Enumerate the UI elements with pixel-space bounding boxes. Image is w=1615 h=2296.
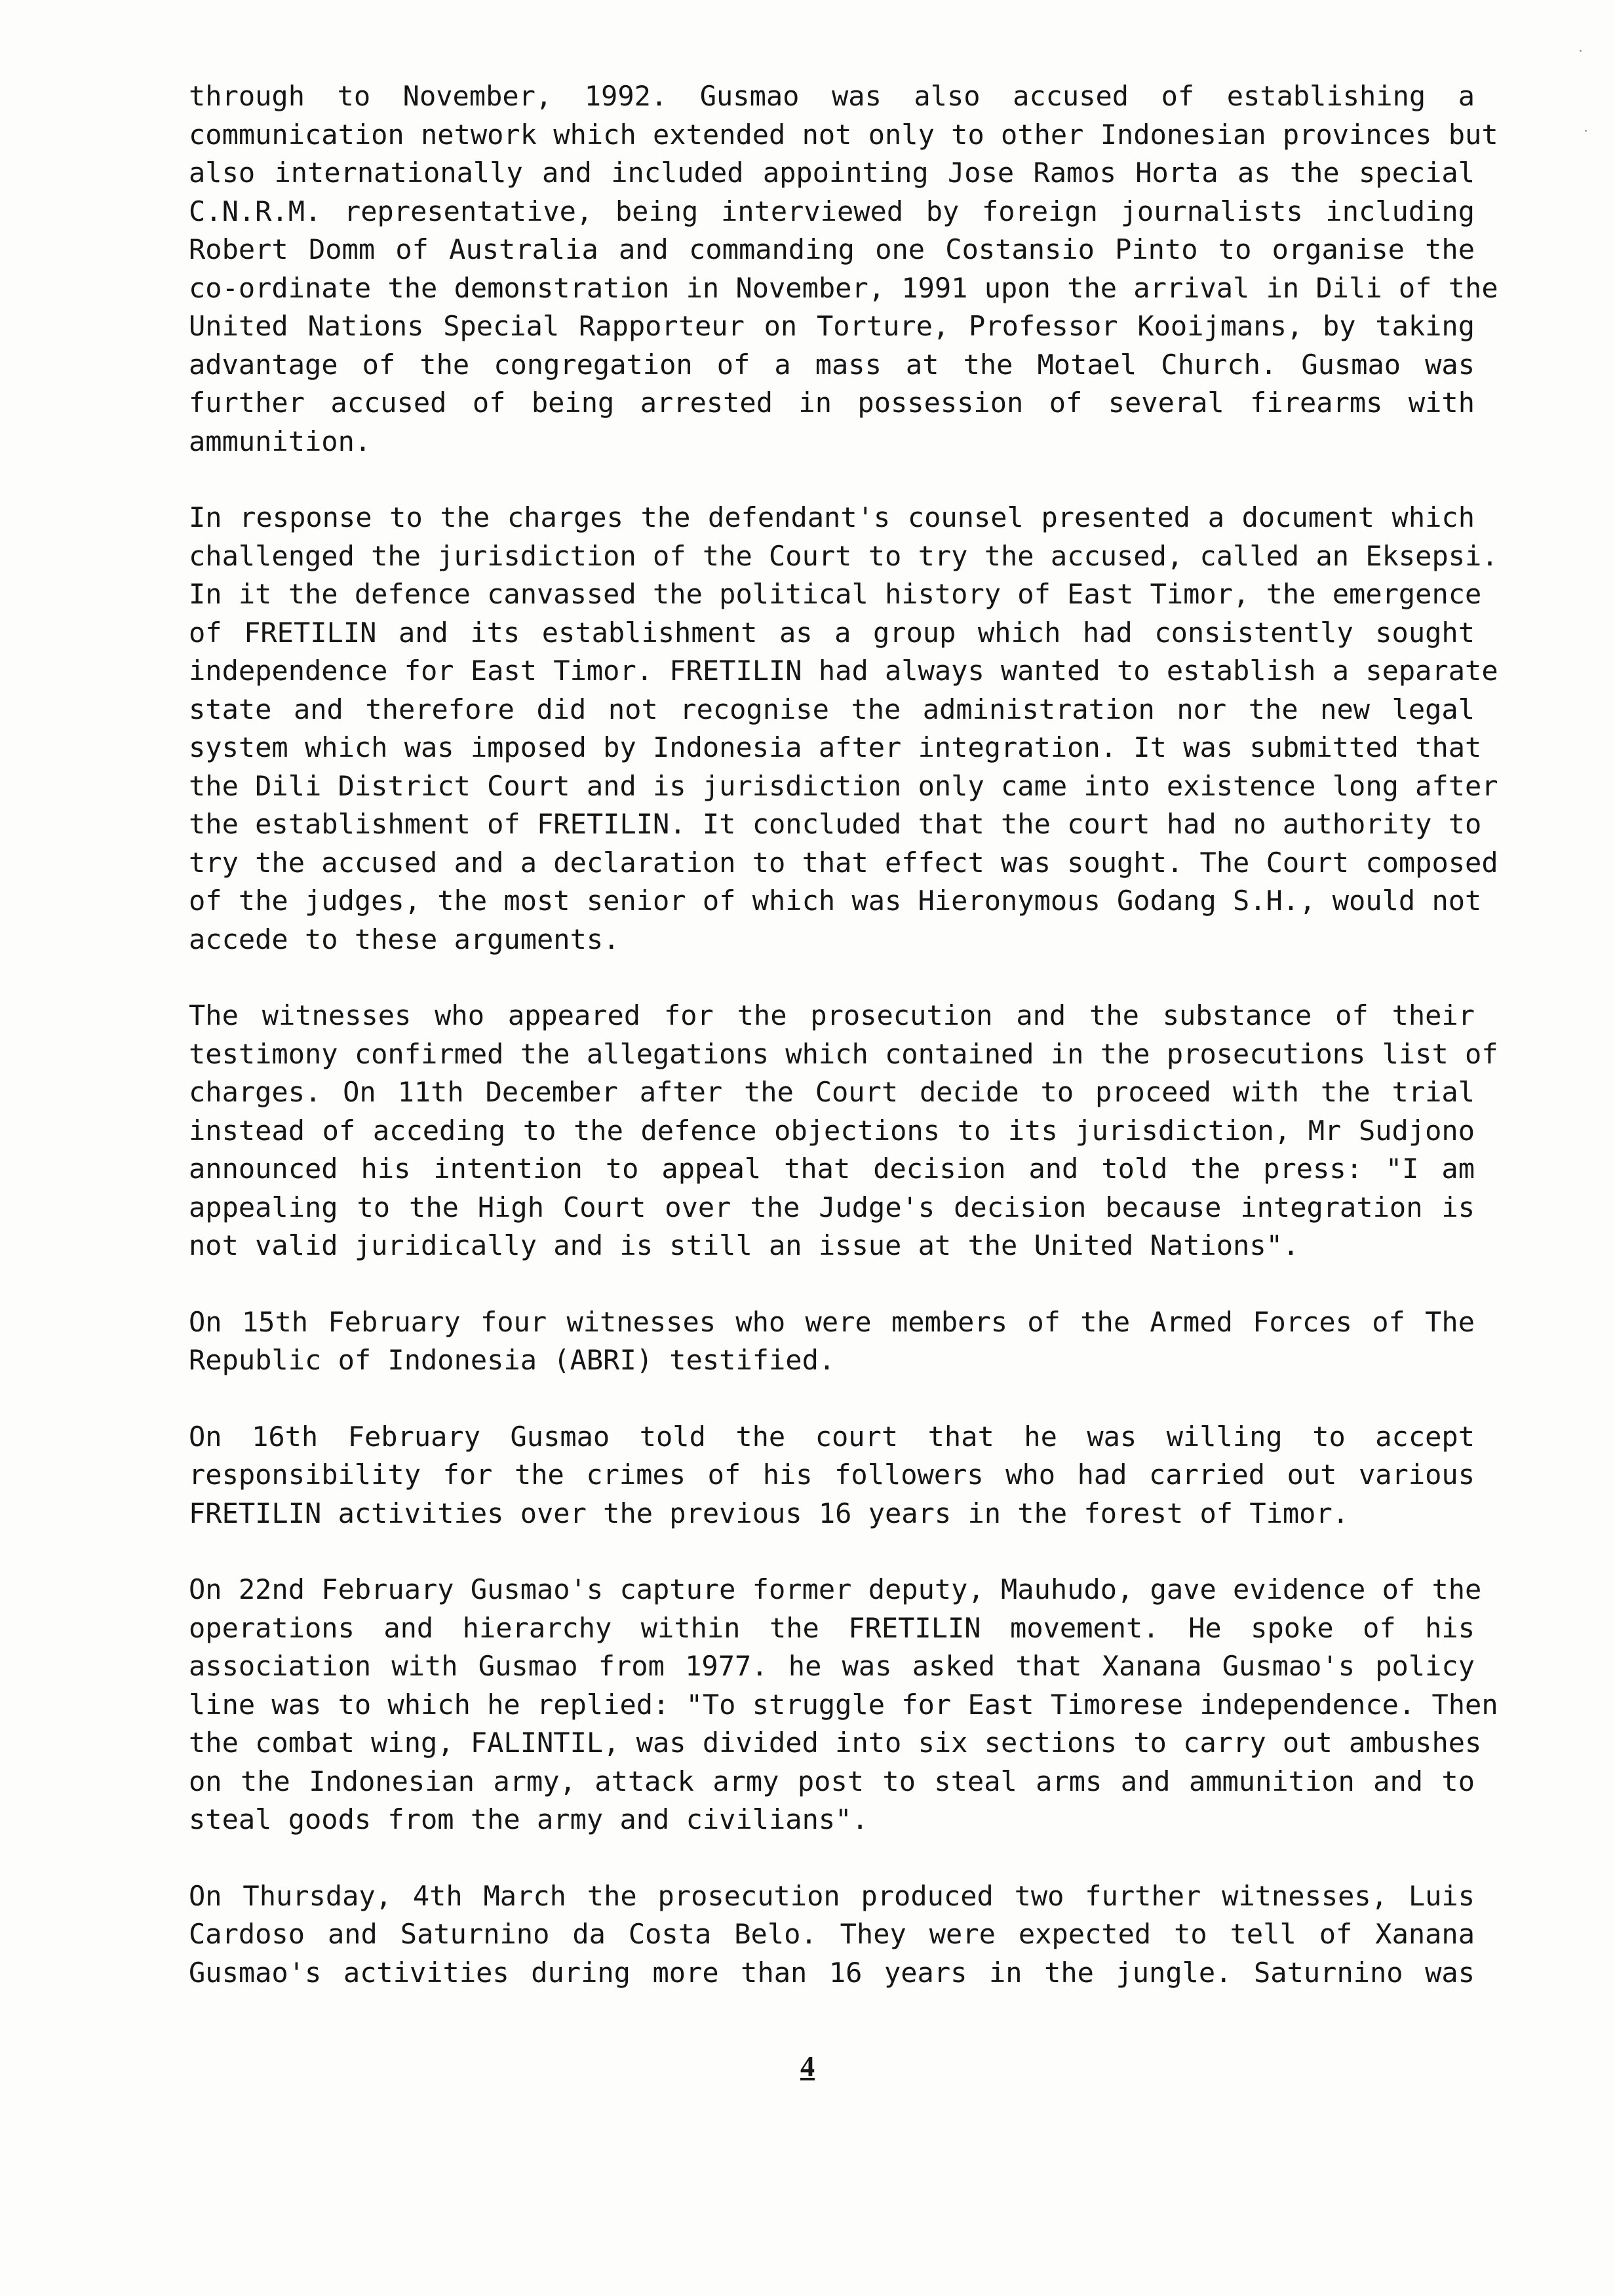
- text-line: Robert Domm of Australia and commanding one Costansio Pinto to organise the: [189, 233, 1475, 265]
- paragraph: [189, 1418, 1475, 1533]
- text-line: Gusmao's activities during more than 16 years in the jungle. Saturnino was: [189, 1956, 1475, 1989]
- text-line: In response to the charges the defendant's counsel presented a document which: [189, 501, 1475, 533]
- paragraph: [189, 1877, 1475, 1993]
- text-line: announced his intention to appeal that decision and told the press: "I am: [189, 1153, 1475, 1185]
- text-line: steal goods from the army and civilians".: [189, 1803, 868, 1835]
- scan-speck: [1580, 50, 1582, 52]
- text-line: advantage of the congregation of a mass at the Motael Church. Gusmao was: [189, 348, 1475, 381]
- body-text: [189, 77, 1498, 2030]
- text-line: On 15th February four witnesses who were members of the Armed Forces of The: [189, 1305, 1475, 1338]
- text-line: On 16th February Gusmao told the court that he was willing to accept: [189, 1420, 1475, 1453]
- text-line: Cardoso and Saturnino da Costa Belo. They were expected to tell of Xanana: [189, 1918, 1475, 1950]
- paragraph: [189, 1303, 1475, 1380]
- text-line: On 22nd February Gusmao's capture former deputy, Mauhudo, gave evidence of the: [189, 1573, 1482, 1605]
- text-line: through to November, 1992. Gusmao was also accused of establishing a: [189, 80, 1475, 112]
- text-line: on the Indonesian army, attack army post to steal arms and ammunition and to: [189, 1765, 1475, 1797]
- text-line: the Dili District Court and is jurisdiction only came into existence long after: [189, 769, 1498, 802]
- text-line: line was to which he replied: "To struggle for East Timorese independence. Then: [189, 1688, 1498, 1721]
- text-line: Republic of Indonesia (ABRI) testified.: [189, 1344, 836, 1376]
- text-line: system which was imposed by Indonesia after integration. It was submitted that: [189, 731, 1482, 763]
- page-number: 4: [800, 2050, 815, 2082]
- paragraph: [189, 499, 1498, 959]
- text-line: United Nations Special Rapporteur on Torture, Professor Kooijmans, by taking: [189, 310, 1475, 342]
- text-line: communication network which extended not only to other Indonesian provinces but: [189, 118, 1498, 151]
- text-line: instead of acceding to the defence objections to its jurisdiction, Mr Sudjono: [189, 1114, 1475, 1147]
- text-line: further accused of being arrested in possession of several firearms with: [189, 387, 1475, 419]
- text-line: challenged the jurisdiction of the Court to try the accused, called an Eksepsi.: [189, 539, 1498, 572]
- text-line: of FRETILIN and its establishment as a group which had consistently sought: [189, 616, 1475, 649]
- text-line: C.N.R.M. representative, being interviewed by foreign journalists including: [189, 195, 1475, 227]
- paragraph: [189, 1571, 1498, 1839]
- text-line: FRETILIN activities over the previous 16 years in the forest of Timor.: [189, 1497, 1350, 1529]
- text-line: not valid juridically and is still an issue at the United Nations".: [189, 1229, 1300, 1261]
- text-line: operations and hierarchy within the FRETILIN movement. He spoke of his: [189, 1611, 1475, 1644]
- text-line: association with Gusmao from 1977. he was asked that Xanana Gusmao's policy: [189, 1650, 1475, 1682]
- text-line: the establishment of FRETILIN. It concluded that the court had no authority to: [189, 808, 1482, 840]
- text-line: the combat wing, FALINTIL, was divided into six sections to carry out ambushes: [189, 1727, 1482, 1759]
- text-line: accede to these arguments.: [189, 923, 620, 955]
- text-line: also internationally and included appointing Jose Ramos Horta as the special: [189, 157, 1475, 189]
- text-line: The witnesses who appeared for the prosecution and the substance of their: [189, 999, 1475, 1031]
- text-line: co-ordinate the demonstration in November, 1991 upon the arrival in Dili of the: [189, 271, 1498, 304]
- text-line: of the judges, the most senior of which was Hieronymous Godang S.H., would not: [189, 885, 1482, 917]
- text-line: ammunition.: [189, 425, 372, 457]
- paragraph: [189, 997, 1498, 1265]
- text-line: In it the defence canvassed the political history of East Timor, the emergence: [189, 578, 1482, 610]
- text-line: independence for East Timor. FRETILIN had always wanted to establish a separate: [189, 655, 1498, 687]
- text-line: On Thursday, 4th March the prosecution produced two further witnesses, Luis: [189, 1879, 1475, 1912]
- text-line: try the accused and a declaration to that effect was sought. The Court composed: [189, 846, 1498, 879]
- paragraph: [189, 77, 1498, 461]
- scan-speck: [1585, 130, 1587, 132]
- text-line: charges. On 11th December after the Court decide to proceed with the trial: [189, 1076, 1475, 1108]
- text-line: appealing to the High Court over the Judge's decision because integration is: [189, 1191, 1475, 1223]
- text-line: testimony confirmed the allegations which contained in the prosecutions list of: [189, 1037, 1498, 1070]
- text-line: state and therefore did not recognise the administration nor the new legal: [189, 693, 1475, 725]
- text-line: responsibility for the crimes of his followers who had carried out various: [189, 1459, 1475, 1491]
